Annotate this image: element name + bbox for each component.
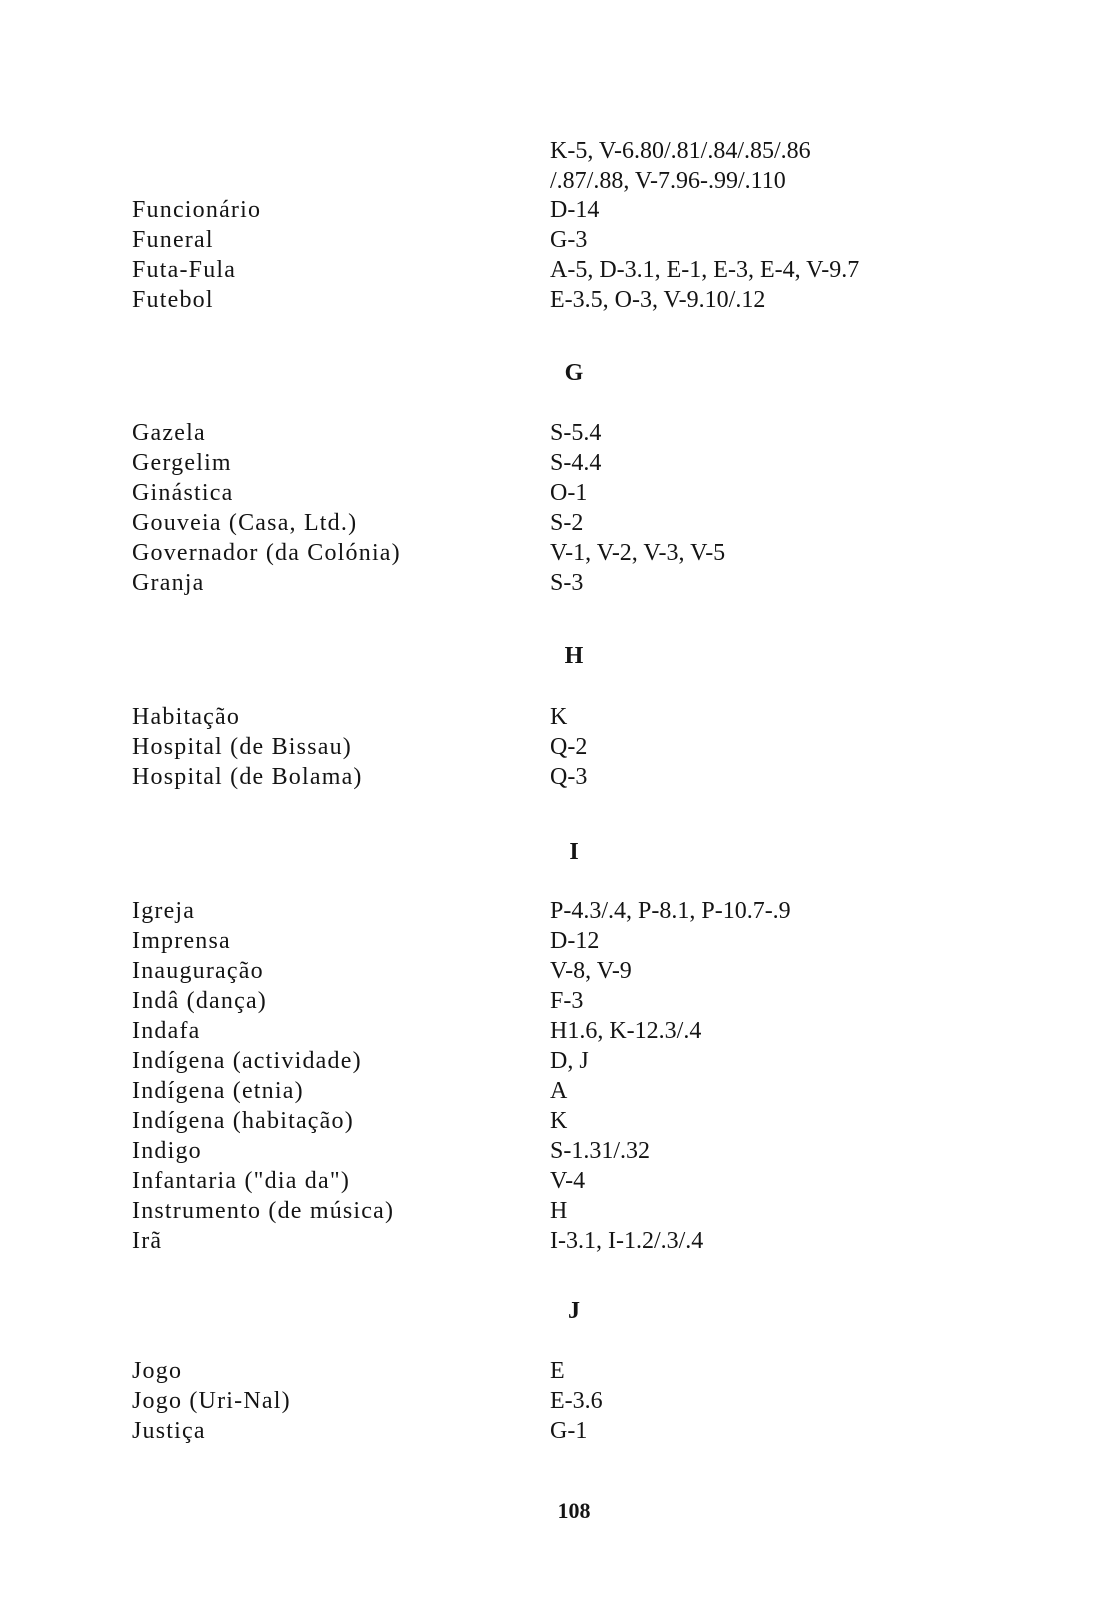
index-entry	[0, 1386, 1109, 1416]
entry-ref: D-12	[550, 928, 600, 954]
entry-ref: D, J	[550, 1048, 589, 1074]
entry-ref: S-1.31/.32	[550, 1138, 651, 1164]
entry-term: Futebol	[132, 287, 214, 313]
section-letter-h: H	[564, 643, 584, 669]
entry-ref: E	[550, 1358, 565, 1384]
index-entry	[0, 508, 1109, 538]
index-entry	[0, 448, 1109, 478]
entry-ref: D-14	[550, 197, 600, 223]
index-entry	[0, 255, 1109, 285]
entry-term: Habitação	[132, 704, 241, 730]
continuation-line	[0, 166, 1109, 196]
index-entry	[0, 732, 1109, 762]
entry-term: Inauguração	[132, 958, 264, 984]
index-entry	[0, 1016, 1109, 1046]
index-entry	[0, 1136, 1109, 1166]
entry-term: Funeral	[132, 227, 214, 253]
index-entry	[0, 418, 1109, 448]
index-entry	[0, 896, 1109, 926]
entry-term: Hospital (de Bolama)	[132, 764, 363, 790]
index-entry	[0, 195, 1109, 225]
page-number: 108	[557, 1498, 591, 1523]
continuation-ref: /.87/.88, V-7.96-.99/.110	[550, 168, 786, 194]
entry-ref: G-3	[550, 227, 588, 253]
index-entry	[0, 1416, 1109, 1446]
index-entry	[0, 1196, 1109, 1226]
index-entry	[0, 1356, 1109, 1386]
entry-ref: K	[550, 704, 568, 730]
entry-term: Justiça	[132, 1418, 206, 1444]
entry-ref: V-8, V-9	[550, 958, 632, 984]
section-letter-j: J	[568, 1298, 580, 1324]
entry-ref: O-1	[550, 480, 588, 506]
index-entry	[0, 926, 1109, 956]
entry-term: Jogo (Uri-Nal)	[132, 1388, 291, 1414]
entry-ref: S-5.4	[550, 420, 602, 446]
index-entry	[0, 225, 1109, 255]
index-entry	[0, 1166, 1109, 1196]
entry-term: Indígena (habitação)	[132, 1108, 354, 1134]
index-entry	[0, 1226, 1109, 1256]
entry-ref: K	[550, 1108, 568, 1134]
entry-term: Instrumento (de música)	[132, 1198, 395, 1224]
section-letter-g: G	[564, 360, 584, 386]
entry-term: Hospital (de Bissau)	[132, 734, 352, 760]
section-letter-i: I	[569, 839, 579, 865]
entry-term: Irã	[132, 1228, 163, 1254]
entry-term: Gazela	[132, 420, 206, 446]
index-entry	[0, 956, 1109, 986]
entry-term: Indigo	[132, 1138, 202, 1164]
entry-ref: H	[550, 1198, 568, 1224]
entry-term: Governador (da Colónia)	[132, 540, 401, 566]
entry-ref: Q-3	[550, 764, 588, 790]
entry-ref: A	[550, 1078, 568, 1104]
entry-term: Igreja	[132, 898, 196, 924]
entry-ref: E-3.5, O-3, V-9.10/.12	[550, 287, 766, 313]
index-entry	[0, 538, 1109, 568]
continuation-ref: K-5, V-6.80/.81/.84/.85/.86	[550, 138, 811, 164]
index-entry	[0, 1046, 1109, 1076]
index-entry	[0, 568, 1109, 598]
entry-ref: V-4	[550, 1168, 586, 1194]
index-entry	[0, 1076, 1109, 1106]
entry-ref: E-3.6	[550, 1388, 603, 1414]
entry-ref: S-2	[550, 510, 584, 536]
entry-ref: S-4.4	[550, 450, 602, 476]
entry-ref: I-3.1, I-1.2/.3/.4	[550, 1228, 704, 1254]
continuation-line	[0, 136, 1109, 166]
entry-ref: A-5, D-3.1, E-1, E-3, E-4, V-9.7	[550, 257, 860, 283]
entry-term: Infantaria ("dia da")	[132, 1168, 351, 1194]
index-entry	[0, 478, 1109, 508]
entry-ref: V-1, V-2, V-3, V-5	[550, 540, 726, 566]
entry-term: Indígena (actividade)	[132, 1048, 362, 1074]
entry-ref: F-3	[550, 988, 584, 1014]
index-entry	[0, 1106, 1109, 1136]
entry-term: Ginástica	[132, 480, 234, 506]
entry-ref: G-1	[550, 1418, 588, 1444]
entry-term: Indâ (dança)	[132, 988, 267, 1014]
entry-term: Gouveia (Casa, Ltd.)	[132, 510, 358, 536]
entry-term: Jogo	[132, 1358, 183, 1384]
index-entry	[0, 285, 1109, 315]
index-entry	[0, 986, 1109, 1016]
entry-term: Futa-Fula	[132, 257, 237, 283]
entry-ref: P-4.3/.4, P-8.1, P-10.7-.9	[550, 898, 791, 924]
entry-term: Funcionário	[132, 197, 262, 223]
entry-term: Granja	[132, 570, 205, 596]
entry-term: Indafa	[132, 1018, 201, 1044]
index-entry	[0, 762, 1109, 792]
index-entry	[0, 702, 1109, 732]
entry-term: Indígena (etnia)	[132, 1078, 304, 1104]
entry-term: Gergelim	[132, 450, 232, 476]
entry-ref: Q-2	[550, 734, 588, 760]
entry-term: Imprensa	[132, 928, 231, 954]
entry-ref: H1.6, K-12.3/.4	[550, 1018, 702, 1044]
entry-ref: S-3	[550, 570, 584, 596]
